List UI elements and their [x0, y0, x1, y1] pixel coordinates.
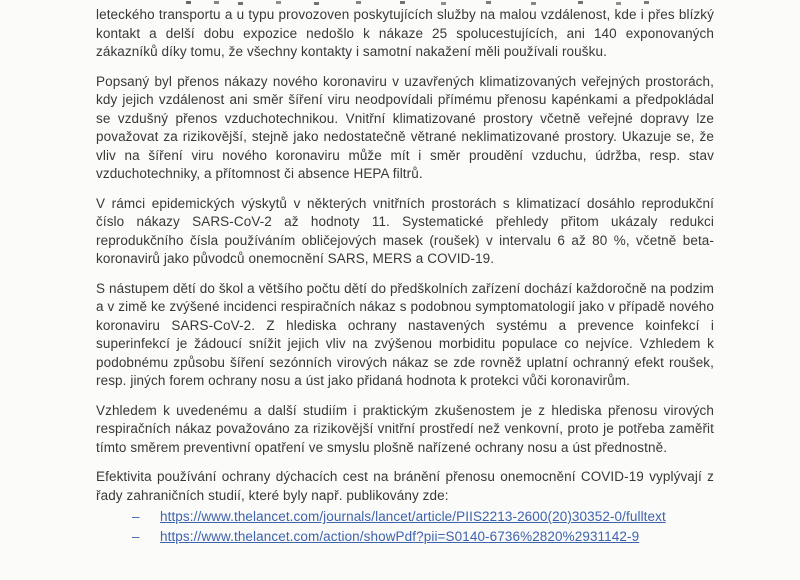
- paragraph-indoor-risk: Vzhledem k uvedenému a další studiím i praktickým zkušenostem je z hlediska přenosu virových respiračních nákaz považováno za rizikovější vnitřní prostředí než venkovní, proto je potřeba zaměřit tímto směrem preventivní opatření ve smyslu plošně nařízené ochrany nosu a úst přednostně.: [96, 402, 714, 455]
- paragraph-links-intro: Efektivita používání ochrany dýchacích cest na bránění přenosu onemocnění COVID-19 vyplývají z řady zahraničních studií, které byly např. publikovány zde:: [96, 469, 714, 503]
- paragraph-reproduction-number: V rámci epidemických výskytů v některých vnitřních prostorách s klimatizací dosáhlo reprodukční číslo nákazy SARS-CoV-2 až hodnoty 11. Systematické přehledy přitom ukázaly redukci reprodukčního čísla používáním obličejových masek (roušek) v intervalu 6 až 80 %, včetně beta-koronavirů jako původců onemocnění SARS, MERS a COVID-19.: [96, 195, 714, 266]
- dash-bullet: –: [132, 528, 140, 544]
- paragraph-hvac-transmission: Popsaný byl přenos nákazy nového koronaviru v uzavřených klimatizovaných veřejných prostorách, kdy jejich vzdálenost ani směr šíření viru neodpovídali přímému přenosu kapénkami a předpokládal se vzdušný přenos vzduchotechnikou. Vnitřní klimatizované prostory včetně veřejné dopravy lze považovat za rizikovější, stejně jako nedostatečně větrané neklimatizované prostory. Ukazuje se, že vliv na šíření viru nového koronaviru může mít i směr proudění vzduchu, údržba, resp. stav vzduchotechniky, a přítomnost či absence HEPA filtrů.: [96, 73, 714, 181]
- clipped-line-fragment: [186, 1, 191, 4]
- dash-bullet: –: [132, 509, 140, 524]
- lancet-fulltext-link[interactable]: https://www.thelancet.com/journals/lancet/article/PIIS2213-2600(20)30352-0/fulltext: [160, 509, 666, 524]
- list-item: [96, 508, 714, 527]
- lancet-pdf-link[interactable]: https://www.thelancet.com/action/showPdf?pii=S0140-6736%2820%2931142-9: [160, 528, 640, 544]
- reference-links-list: [96, 508, 714, 546]
- document-text-block: [96, 6, 714, 547]
- paragraph-school-season: S nástupem dětí do škol a většího počtu dětí do předškolních zařízení dochází každoročně na podzim a v zimě ke zvýšené incidenci respiračních nákaz s podobnou symptomatologií jako v případě nového koronaviru SARS-CoV-2. Z hlediska ochrany nastavených systému a prevence koinfekcí i superinfekcí je žádoucí snížit jejich vliv na zvýšenou morbiditu populace co nejvíce. Vzhledem k podobnému způsobu šíření sezónních virových nákaz se zde rovněž uplatní ochranný efekt roušek, resp. jiných forem ochrany nosu a úst jako přidaná hodnota k protekci vůči koronavirům.: [96, 280, 714, 388]
- list-item: [96, 528, 714, 547]
- paragraph-air-transport: leteckého transportu a u typu provozoven poskytujících služby na malou vzdálenost, kde i přes blízký kontakt a delší dobu expozice nedošlo k nákaze 25 spolucestujících, ani 140 exponovaných zákazníků díky tomu, že všechny kontakty i samotní nakažení měli používali roušku.: [96, 7, 714, 59]
